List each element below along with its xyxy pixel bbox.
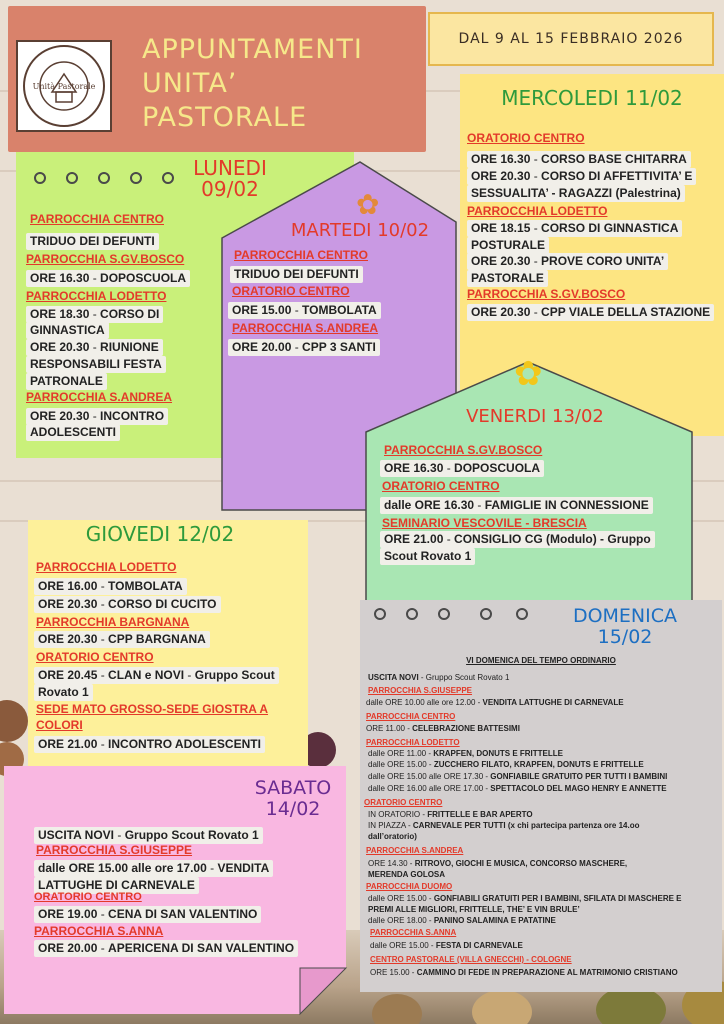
fri-event: ORE 21.00 - CONSIGLIO CG (Modulo) - Gruppo	[380, 531, 655, 548]
sun-event: dalle ORE 10.00 alle ore 12.00 - VENDITA LATTUGHE DI CARNEVALE	[366, 698, 624, 707]
tuesday-title: MARTEDI 10/02	[290, 220, 430, 241]
sun-event: dalle ORE 15.00 alle ORE 17.30 - GONFIABILE GRATUITO PER TUTTI I BAMBINI	[368, 772, 668, 781]
fri-event: dalle ORE 16.30 - FAMIGLIE IN CONNESSIONE	[380, 497, 653, 514]
friday-title: VENERDI 13/02	[466, 406, 604, 427]
sun-section-centro: PARROCCHIA CENTRO	[366, 712, 456, 721]
date-range: DAL 9 AL 15 FEBBRAIO 2026	[458, 31, 684, 47]
thu-event: ORE 20.30 - CPP BARGNANA	[34, 631, 210, 648]
sunday-title: DOMENICA 15/02	[572, 605, 678, 648]
notebook-hole	[480, 608, 492, 620]
mon-event: ORE 18.30 - CORSO DI	[26, 306, 163, 323]
fri-section-seminario: SEMINARIO VESCOVILE - BRESCIA	[382, 516, 587, 530]
wed-event: ORE 20.30 - CPP VIALE DELLA STAZIONE	[467, 304, 714, 321]
mon-event-cont: ADOLESCENTI	[26, 424, 120, 441]
notebook-hole	[438, 608, 450, 620]
monday-title: LUNEDI 09/02	[193, 156, 267, 201]
flower-icon: ✿	[356, 189, 380, 220]
sun-event: dalle ORE 11.00 - KRAPFEN, DONUTS E FRITTELLE	[368, 749, 563, 758]
sun-event-cont: PREMI ALLE MIGLIORI, FRITTELLE, THE’ E VIN BRULE’	[368, 905, 580, 914]
sun-event: dalle ORE 15.00 - ZUCCHERO FILATO, KRAPFEN, DONUTS E FRITTELLE	[368, 760, 644, 769]
sat-event: dalle ORE 15.00 alle ore 17.00 - VENDITA	[34, 860, 273, 877]
sat-event-cont: LATTUGHE DI CARNEVALE	[34, 877, 199, 894]
mon-event: ORE 20.30 - RIUNIONE	[26, 339, 163, 356]
saturday-title: SABATO 14/02	[254, 777, 332, 820]
thu-section-mato-grosso: SEDE MATO GROSSO-SEDE GIOSTRA A	[36, 702, 269, 716]
mon-section-lodetto: PARROCCHIA LODETTO	[26, 289, 167, 303]
tue-section-oratorio: ORATORIO CENTRO	[232, 284, 350, 298]
tue-event: ORE 15.00 - TOMBOLATA	[228, 302, 381, 319]
sat-event: ORE 20.00 - APERICENA DI SAN VALENTINO	[34, 940, 298, 957]
sun-section-oratorio: ORATORIO CENTRO	[364, 798, 443, 807]
wed-section-oratorio-centro: ORATORIO CENTRO	[467, 131, 585, 145]
thu-event-cont: Rovato 1	[34, 684, 93, 701]
wednesday-title: MERCOLEDI 11/02	[501, 86, 683, 110]
sun-section-sandrea: PARROCCHIA S.ANDREA	[366, 846, 464, 855]
sat-section-oratorio: ORATORIO CENTRO	[34, 891, 142, 903]
sun-event: dalle ORE 15.00 - GONFIABILI GRATUITI PER I BAMBINI, SFILATA DI MASCHERE E	[368, 894, 682, 903]
mon-section-sgvbosco: PARROCCHIA S.GV.BOSCO	[26, 252, 185, 266]
sunday-subtitle: VI DOMENICA DEL TEMPO ORDINARIO	[466, 656, 616, 665]
notebook-hole	[516, 608, 528, 620]
mon-event: TRIDUO DEI DEFUNTI	[26, 233, 159, 250]
mon-event: ORE 16.30 - DOPOSCUOLA	[26, 270, 190, 287]
sun-event: dalle ORE 18.00 - PANINO SALAMINA E PATATINE	[368, 916, 556, 925]
wed-event: ORE 16.30 - CORSO BASE CHITARRA	[467, 151, 691, 168]
thu-section-oratorio: ORATORIO CENTRO	[36, 650, 154, 664]
sun-section-sanna: PARROCCHIA S.ANNA	[370, 928, 457, 937]
fri-section-sgvbosco: PARROCCHIA S.GV.BOSCO	[384, 443, 543, 457]
wed-section-sgvbosco: PARROCCHIA S.GV.BOSCO	[467, 287, 626, 301]
sun-section-cologne: CENTRO PASTORALE (VILLA GNECCHI) - COLOGNE	[370, 955, 572, 964]
thu-section-lodetto: PARROCCHIA LODETTO	[36, 560, 177, 574]
sat-event: ORE 19.00 - CENA DI SAN VALENTINO	[34, 906, 261, 923]
sun-event: ORE 11.00 - CELEBRAZIONE BATTESIMI	[366, 724, 520, 733]
sun-event: ORE 14.30 - RITROVO, GIOCHI E MUSICA, CONCORSO MASCHERE,	[368, 859, 628, 868]
sat-section-sanna: PARROCCHIA S.ANNA	[34, 924, 164, 938]
thu-section-bargnana: PARROCCHIA BARGNANA	[36, 615, 190, 629]
wed-event-cont: POSTURALE	[467, 237, 549, 254]
wed-event-cont: PASTORALE	[467, 270, 548, 287]
flower-icon: ✿	[514, 355, 543, 393]
mon-event-cont: GINNASTICA	[26, 322, 109, 339]
sun-section-sgiuseppe: PARROCCHIA S.GIUSEPPE	[368, 686, 473, 695]
mon-event-cont: PATRONALE	[26, 373, 107, 390]
thu-event: ORE 21.00 - INCONTRO ADOLESCENTI	[34, 736, 265, 753]
sun-section-duomo: PARROCCHIA DUOMO	[366, 882, 453, 891]
wed-event: ORE 18.15 - CORSO DI GINNASTICA	[467, 220, 682, 237]
thu-event: ORE 20.45 - CLAN e NOVI - Gruppo Scout	[34, 667, 279, 684]
thu-event: ORE 20.30 - CORSO DI CUCITO	[34, 596, 221, 613]
sun-event: dalle ORE 15.00 - FESTA DI CARNEVALE	[370, 941, 523, 950]
mon-section-centro: PARROCCHIA CENTRO	[30, 212, 164, 226]
thu-section-mato-grosso-cont: COLORI	[36, 718, 83, 732]
svg-text:Unità Pastorale: Unità Pastorale	[32, 82, 96, 91]
sun-event: ORE 15.00 - CAMMINO DI FEDE IN PREPARAZIONE AL MATRIMONIO CRISTIANO	[370, 968, 678, 977]
tue-event: ORE 20.00 - CPP 3 SANTI	[228, 339, 380, 356]
sat-event: USCITA NOVI - Gruppo Scout Rovato 1	[34, 827, 263, 844]
wed-section-lodetto: PARROCCHIA LODETTO	[467, 204, 608, 218]
wed-event: ORE 20.30 - CORSO DI AFFETTIVITA’ E	[467, 168, 696, 185]
notebook-hole	[374, 608, 386, 620]
tue-section-centro: PARROCCHIA CENTRO	[234, 248, 368, 262]
sun-event: IN PIAZZA - CARNEVALE PER TUTTI (x chi partecipa partenza ore 14.oo	[368, 821, 640, 830]
fri-section-oratorio: ORATORIO CENTRO	[382, 479, 500, 493]
tue-event: TRIDUO DEI DEFUNTI	[230, 266, 363, 283]
title-line-2: UNITA’	[142, 68, 238, 99]
sun-event: IN ORATORIO - FRITTELLE E BAR APERTO	[368, 810, 533, 819]
sat-section-sgiuseppe: PARROCCHIA S.GIUSEPPE	[36, 843, 193, 857]
sun-event: dalle ORE 16.00 alle ORE 17.00 - SPETTACOLO DEL MAGO HENRY E ANNETTE	[368, 784, 667, 793]
thursday-title: GIOVEDI 12/02	[85, 522, 235, 546]
wed-event: ORE 20.30 - PROVE CORO UNITA’	[467, 253, 668, 270]
mon-section-sandrea: PARROCCHIA S.ANDREA	[26, 390, 173, 404]
fri-event-cont: Scout Rovato 1	[380, 548, 475, 565]
title-line-1: APPUNTAMENTI	[142, 34, 363, 65]
sun-event: USCITA NOVI - Gruppo Scout Rovato 1	[368, 673, 510, 682]
sun-event-cont: MERENDA GOLOSA	[368, 870, 446, 879]
sun-section-lodetto: PARROCCHIA LODETTO	[366, 738, 460, 747]
sun-event-cont: dall’oratorio)	[368, 832, 417, 841]
thu-event: ORE 16.00 - TOMBOLATA	[34, 578, 187, 595]
notebook-hole	[406, 608, 418, 620]
mon-event-cont: RESPONSABILI FESTA	[26, 356, 166, 373]
tue-section-sandrea: PARROCCHIA S.ANDREA	[232, 321, 379, 335]
fri-event: ORE 16.30 - DOPOSCUOLA	[380, 460, 544, 477]
mon-event: ORE 20.30 - INCONTRO	[26, 408, 168, 425]
title-line-3: PASTORALE	[142, 102, 308, 133]
wed-event-cont: SESSUALITA’ - RAGAZZI (Palestrina)	[467, 185, 685, 202]
